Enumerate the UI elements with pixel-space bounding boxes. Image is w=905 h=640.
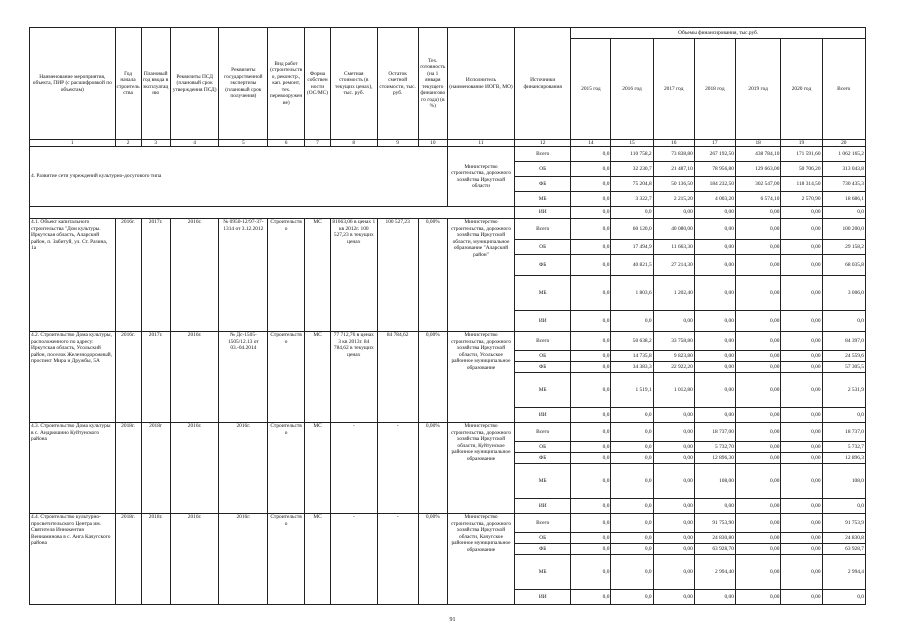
amount-cell: 50 706,20: [781, 162, 822, 177]
funding-source: ИИ: [515, 311, 571, 332]
object-name: 4.3. Строительство Дома культуры в с. Андрюшино Куйтунского района: [30, 423, 116, 514]
estimated-cost: -: [331, 423, 378, 514]
funding-source: МБ: [515, 276, 571, 311]
amount-cell: 0,00: [694, 255, 735, 276]
amount-cell: 3 322,7: [611, 192, 653, 207]
column-header: Наименование мероприятия, объекта, ПИР (с расшифровкой по объектам): [30, 28, 116, 140]
empty-cell: [30, 207, 515, 219]
column-number: 8: [331, 140, 378, 147]
column-number: 3: [141, 140, 170, 147]
amount-cell: 0,00: [781, 499, 822, 514]
amount-cell: 0,0: [571, 147, 611, 162]
amount-cell: 1 803,6: [611, 276, 653, 311]
amount-cell: 0,00: [781, 453, 822, 464]
amount-cell: 11 663,30: [653, 240, 694, 255]
amount-cell: 0,0: [571, 555, 611, 590]
amount-cell: 0,0: [571, 192, 611, 207]
amount-cell: 2 531,9: [822, 373, 865, 408]
plan-year: 2017г.: [141, 219, 170, 332]
funding-source: ИИ: [515, 207, 571, 219]
amount-cell: 0,00: [653, 442, 694, 453]
amount-cell: 18 686,1: [822, 192, 865, 207]
amount-cell: 0,00: [735, 219, 780, 240]
expertise-cell: № 0950-12/97-37-1314 от 3.12.2012: [219, 219, 268, 332]
amount-cell: 5 732,7: [822, 442, 865, 453]
amount-cell: 21 487,10: [653, 162, 694, 177]
amount-cell: 50 136,50: [653, 177, 694, 192]
object-row: [30, 423, 866, 442]
expertise-cell: 2016г.: [219, 423, 268, 514]
amount-cell: 0,0: [822, 408, 865, 423]
column-number: 5: [219, 140, 268, 147]
amount-cell: 34 383,3: [611, 362, 653, 373]
amount-cell: 0,00: [653, 453, 694, 464]
amount-cell: 0,0: [571, 351, 611, 362]
column-header: Форма собственности (ОС/МС): [305, 28, 331, 140]
amount-cell: 12 896,30: [694, 453, 735, 464]
amount-cell: 0,00: [781, 332, 822, 351]
amount-cell: 0,00: [781, 311, 822, 332]
funding-source: ФБ: [515, 362, 571, 373]
amount-cell: 0,00: [694, 362, 735, 373]
amount-cell: 0,0: [611, 464, 653, 499]
amount-cell: 0,0: [571, 453, 611, 464]
amount-cell: 0,00: [735, 311, 780, 332]
amount-cell: 0,00: [735, 362, 780, 373]
amount-cell: 0,00: [735, 464, 780, 499]
plan-year: 2018г.: [141, 514, 170, 605]
amount-cell: 0,00: [653, 555, 694, 590]
amount-cell: 0,0: [611, 423, 653, 442]
amount-cell: 12 896,3: [822, 453, 865, 464]
amount-cell: 0,00: [735, 207, 780, 219]
amount-cell: 0,0: [611, 555, 653, 590]
psd-cell: 2016г.: [170, 423, 219, 514]
object-name: 4.2. Строительство Дома культуры, расположенного по адресу: Иркутская область, Усольский район, поселок Железнодорожный, проспект Мира и Дружбы, 5А: [30, 332, 116, 423]
column-number: 12: [515, 140, 571, 147]
column-number: 9: [377, 140, 418, 147]
column-header: 2015 год: [571, 39, 611, 140]
amount-cell: 91 753,90: [694, 514, 735, 533]
amount-cell: 0,0: [571, 219, 611, 240]
amount-cell: 14 735,8: [611, 351, 653, 362]
column-number: 2: [115, 140, 141, 147]
amount-cell: 0,00: [781, 240, 822, 255]
column-header: Исполнитель (наименование ИОГВ, МО): [447, 28, 514, 140]
amount-cell: 184 232,50: [694, 177, 735, 192]
amount-cell: 0,0: [571, 332, 611, 351]
amount-cell: 0,00: [781, 362, 822, 373]
amount-cell: 0,00: [653, 590, 694, 605]
column-number: 20: [822, 140, 865, 147]
column-number-row: [30, 140, 866, 147]
column-header: Остаток сметной стоимости, тыс. руб.: [377, 28, 418, 140]
amount-cell: 0,00: [735, 408, 780, 423]
amount-cell: 5 732,70: [694, 442, 735, 453]
amount-cell: 0,0: [611, 442, 653, 453]
amount-cell: 730 435,3: [822, 177, 865, 192]
funding-source: Всего: [515, 219, 571, 240]
table-header: [30, 28, 866, 147]
column-header: Реквизиты ПСД (плановый срок утверждения ПСД): [170, 28, 219, 140]
remaining-cost: 100 527,23: [377, 219, 418, 332]
amount-cell: 0,0: [571, 373, 611, 408]
ownership-form: МС: [305, 332, 331, 423]
amount-cell: 0,00: [735, 332, 780, 351]
amount-cell: 40 821,5: [611, 255, 653, 276]
column-number: 19: [781, 140, 822, 147]
amount-cell: 0,00: [781, 544, 822, 555]
funding-source: Всего: [515, 514, 571, 533]
amount-cell: 0,0: [611, 499, 653, 514]
plan-year: 2018г: [141, 423, 170, 514]
expertise-cell: № Дс-1505-1505/12.13 от 03.-04.2014: [219, 332, 268, 423]
amount-cell: 0,00: [653, 499, 694, 514]
financing-group-header: Объемы финансирования, тыс.руб.: [571, 28, 866, 39]
amount-cell: 0,00: [781, 464, 822, 499]
amount-cell: 2 570,90: [781, 192, 822, 207]
column-header: Всего: [822, 39, 865, 140]
column-header: Вид работ (строительство, реконстр., кап. ремонт, тех. перевооружение): [268, 28, 305, 140]
amount-cell: 129 663,00: [735, 162, 780, 177]
amount-cell: 0,00: [735, 590, 780, 605]
amount-cell: 0,00: [735, 276, 780, 311]
work-type: Строительство: [268, 332, 305, 423]
estimated-cost: -: [331, 514, 378, 605]
amount-cell: 0,00: [694, 311, 735, 332]
amount-cell: 0,0: [822, 590, 865, 605]
amount-cell: 0,00: [781, 590, 822, 605]
work-type: Строительство: [268, 514, 305, 605]
amount-cell: 108,00: [694, 464, 735, 499]
funding-source: МБ: [515, 192, 571, 207]
object-row: [30, 332, 866, 351]
column-header: 2020 год: [781, 39, 822, 140]
amount-cell: 0,00: [653, 544, 694, 555]
column-header: 2019 год: [735, 39, 780, 140]
amount-cell: 0,00: [694, 219, 735, 240]
amount-cell: 0,00: [781, 423, 822, 442]
amount-cell: 0,00: [653, 207, 694, 219]
amount-cell: 75 204,8: [611, 177, 653, 192]
amount-cell: 57 305,5: [822, 362, 865, 373]
amount-cell: 0,0: [571, 162, 611, 177]
psd-cell: 2016г.: [170, 332, 219, 423]
funding-source: МБ: [515, 464, 571, 499]
readiness: 0,00%: [418, 514, 447, 605]
amount-cell: 0,00: [653, 464, 694, 499]
amount-cell: 0,0: [822, 311, 865, 332]
amount-cell: 0,00: [653, 423, 694, 442]
funding-source: ФБ: [515, 544, 571, 555]
amount-cell: 0,00: [653, 514, 694, 533]
amount-cell: 0,00: [694, 499, 735, 514]
amount-cell: 4 003,20: [694, 192, 735, 207]
amount-cell: 0,00: [735, 453, 780, 464]
amount-cell: 302 547,00: [735, 177, 780, 192]
funding-source: МБ: [515, 555, 571, 590]
funding-source: ИИ: [515, 408, 571, 423]
expertise-cell: 2016г.: [219, 514, 268, 605]
amount-cell: 40 080,00: [653, 219, 694, 240]
amount-cell: 18 737,00: [694, 423, 735, 442]
executor-cell: Министерство строительства, дорожного хозяйства Иркутской области, Усольское районное муниципальное образование: [447, 332, 514, 423]
amount-cell: 0,00: [694, 276, 735, 311]
amount-cell: 1 519,1: [611, 373, 653, 408]
funding-source: ОБ: [515, 351, 571, 362]
executor-cell: Министерство строительства, дорожного хозяйства Иркутской области, Качугское районное муниципальное образование: [447, 514, 514, 605]
start-year: 2016г.: [115, 332, 141, 423]
remaining-cost: -: [377, 514, 418, 605]
column-number: 6: [268, 140, 305, 147]
column-header: 2018 год: [694, 39, 735, 140]
column-header: Плановый год ввода в эксплуатацию: [141, 28, 170, 140]
amount-cell: 0,00: [694, 240, 735, 255]
amount-cell: 24 559,6: [822, 351, 865, 362]
column-number: 10: [418, 140, 447, 147]
amount-cell: 0,0: [571, 464, 611, 499]
plan-year: 2017г.: [141, 332, 170, 423]
amount-cell: 6 574,10: [735, 192, 780, 207]
work-type: Строительство: [268, 423, 305, 514]
amount-cell: 267 192,50: [694, 147, 735, 162]
amount-cell: 33 758,80: [653, 332, 694, 351]
funding-source: ОБ: [515, 533, 571, 544]
amount-cell: 0,0: [611, 590, 653, 605]
amount-cell: 84 397,0: [822, 332, 865, 351]
financing-table: [29, 27, 866, 605]
funding-source: ОБ: [515, 240, 571, 255]
estimated-cost: 81663,06 в ценах 1 кв 2012г. 100 527,23 в текущих ценах: [331, 219, 378, 332]
amount-cell: 0,00: [781, 276, 822, 311]
column-number: 7: [305, 140, 331, 147]
amount-cell: 18 737,0: [822, 423, 865, 442]
amount-cell: 1 062 165,2: [822, 147, 865, 162]
readiness: 0,00%: [418, 219, 447, 332]
amount-cell: 0,00: [781, 442, 822, 453]
object-name: 4.1. Объект капитального строительства "Дом культуры. Иркутская область, Аларский район, п. Забитуй, ул. Ст. Разина, 1а: [30, 219, 116, 332]
start-year: 2018г.: [115, 423, 141, 514]
amount-cell: 0,0: [611, 453, 653, 464]
funding-source: Всего: [515, 332, 571, 351]
amount-cell: 17 494,9: [611, 240, 653, 255]
executor-cell: Министерство строительства, дорожного хозяйства Иркутской области, муниципальное образование "Аларский район": [447, 219, 514, 332]
amount-cell: 0,00: [735, 240, 780, 255]
amount-cell: 0,0: [571, 408, 611, 423]
amount-cell: 0,0: [571, 423, 611, 442]
amount-cell: 0,0: [822, 207, 865, 219]
amount-cell: 0,00: [781, 351, 822, 362]
amount-cell: 1 012,80: [653, 373, 694, 408]
amount-cell: 0,00: [781, 255, 822, 276]
financing-table-page: [29, 27, 866, 605]
amount-cell: 50 638,2: [611, 332, 653, 351]
ownership-form: МС: [305, 514, 331, 605]
amount-cell: 0,00: [735, 423, 780, 442]
page-number: 91: [449, 617, 456, 623]
funding-source: ИИ: [515, 590, 571, 605]
object-row: [30, 219, 866, 240]
column-header: 2016 год: [611, 39, 653, 140]
section-row: [30, 147, 866, 162]
amount-cell: 91 753,9: [822, 514, 865, 533]
amount-cell: 0,0: [571, 590, 611, 605]
amount-cell: 118 314,50: [781, 177, 822, 192]
column-header: Реквизиты государственной экспертизы (плановый срок получения): [219, 28, 268, 140]
amount-cell: 0,00: [735, 442, 780, 453]
amount-cell: 313 043,8: [822, 162, 865, 177]
amount-cell: 24 830,8: [822, 533, 865, 544]
start-year: 2016г.: [115, 219, 141, 332]
amount-cell: 0,00: [735, 514, 780, 533]
readiness: 0,00%: [418, 332, 447, 423]
amount-cell: 0,00: [653, 408, 694, 423]
funding-source: МБ: [515, 373, 571, 408]
amount-cell: 0,0: [571, 442, 611, 453]
amount-cell: 110 758,2: [611, 147, 653, 162]
amount-cell: 0,00: [735, 544, 780, 555]
amount-cell: 2 994,40: [694, 555, 735, 590]
amount-cell: 0,0: [822, 499, 865, 514]
amount-cell: 0,00: [653, 533, 694, 544]
psd-cell: 2016г.: [170, 514, 219, 605]
amount-cell: 0,0: [571, 255, 611, 276]
amount-cell: 0,00: [781, 207, 822, 219]
section-title: 4. Развитие сети учреждений культурно-досугового типа: [30, 147, 448, 207]
amount-cell: 0,00: [735, 533, 780, 544]
amount-cell: 0,00: [735, 499, 780, 514]
amount-cell: 0,00: [781, 555, 822, 590]
amount-cell: 32 230,7: [611, 162, 653, 177]
amount-cell: 27 214,30: [653, 255, 694, 276]
column-number: 18: [735, 140, 780, 147]
object-row: [30, 514, 866, 533]
funding-source: ФБ: [515, 177, 571, 192]
readiness: 0,00%: [418, 423, 447, 514]
column-number: 17: [694, 140, 735, 147]
amount-cell: 0,0: [611, 408, 653, 423]
funding-source: ОБ: [515, 442, 571, 453]
executor-cell: Министерство строительства, дорожного хозяйства Иркутской области: [447, 147, 514, 207]
amount-cell: 0,0: [571, 499, 611, 514]
amount-cell: 0,00: [735, 555, 780, 590]
amount-cell: 24 830,80: [694, 533, 735, 544]
table-body: [30, 147, 866, 605]
amount-cell: 0,00: [694, 408, 735, 423]
amount-cell: 29 158,2: [822, 240, 865, 255]
amount-cell: 9 823,80: [653, 351, 694, 362]
amount-cell: 0,00: [694, 373, 735, 408]
column-header: Год начала строительства: [115, 28, 141, 140]
column-header: Тех. готовность (на 1 января текущего финансового года) (в %): [418, 28, 447, 140]
amount-cell: 0,00: [781, 514, 822, 533]
amount-cell: 2 994,4: [822, 555, 865, 590]
amount-cell: 0,0: [571, 177, 611, 192]
ownership-form: МС: [305, 219, 331, 332]
amount-cell: 63 928,70: [694, 544, 735, 555]
amount-cell: 0,0: [571, 311, 611, 332]
amount-cell: 0,00: [781, 219, 822, 240]
column-header: 2017 год: [653, 39, 694, 140]
column-number: 14: [571, 140, 611, 147]
amount-cell: 0,0: [611, 514, 653, 533]
amount-cell: 171 591,60: [781, 147, 822, 162]
executor-cell: Министерство строительства, дорожного хозяйства Иркутской области, Куйтунское районное муниципальное образование: [447, 423, 514, 514]
funding-source: Всего: [515, 423, 571, 442]
amount-cell: 438 784,10: [735, 147, 780, 162]
funding-source: Всего: [515, 147, 571, 162]
column-number: 16: [653, 140, 694, 147]
amount-cell: 0,0: [571, 533, 611, 544]
amount-cell: 0,00: [735, 373, 780, 408]
amount-cell: 0,00: [694, 332, 735, 351]
amount-cell: 0,0: [611, 311, 653, 332]
psd-cell: 2016г.: [170, 219, 219, 332]
estimated-cost: 77 712,76 в ценах 3 кв 2013г. 84 784,62 в текущих ценах: [331, 332, 378, 423]
amount-cell: 0,0: [571, 240, 611, 255]
amount-cell: 0,00: [781, 408, 822, 423]
amount-cell: 0,0: [571, 362, 611, 373]
column-header: Источники финансирования: [515, 28, 571, 140]
amount-cell: 0,0: [571, 544, 611, 555]
column-number: 11: [447, 140, 514, 147]
funding-source: ФБ: [515, 255, 571, 276]
amount-cell: 0,0: [611, 544, 653, 555]
amount-cell: 108,0: [822, 464, 865, 499]
amount-cell: 3 006,0: [822, 276, 865, 311]
start-year: 2018г.: [115, 514, 141, 605]
amount-cell: 0,0: [611, 207, 653, 219]
funding-source: ИИ: [515, 499, 571, 514]
amount-cell: 0,00: [781, 373, 822, 408]
amount-cell: 2 215,20: [653, 192, 694, 207]
amount-cell: 100 200,0: [822, 219, 865, 240]
amount-cell: 1 202,40: [653, 276, 694, 311]
column-number: 1: [30, 140, 116, 147]
section-row: [30, 207, 866, 219]
object-name: 4.4. Строительство культурно-просветительского Центра им. Святителя Иннокентия Вениаминова в с. Анга Качугского района: [30, 514, 116, 605]
funding-source: ОБ: [515, 162, 571, 177]
header-row: [30, 28, 866, 39]
funding-source: ФБ: [515, 453, 571, 464]
work-type: Строительство: [268, 219, 305, 332]
amount-cell: 22 922,20: [653, 362, 694, 373]
amount-cell: 78 956,80: [694, 162, 735, 177]
amount-cell: 0,00: [781, 533, 822, 544]
amount-cell: 0,0: [571, 207, 611, 219]
amount-cell: 0,00: [694, 351, 735, 362]
ownership-form: МС: [305, 423, 331, 514]
amount-cell: 0,0: [611, 533, 653, 544]
amount-cell: 60 120,0: [611, 219, 653, 240]
column-number: 4: [170, 140, 219, 147]
amount-cell: 63 928,7: [822, 544, 865, 555]
amount-cell: 0,00: [653, 311, 694, 332]
remaining-cost: 84 784,62: [377, 332, 418, 423]
amount-cell: 0,00: [694, 207, 735, 219]
amount-cell: 0,0: [571, 514, 611, 533]
amount-cell: 0,00: [735, 351, 780, 362]
amount-cell: 0,00: [694, 590, 735, 605]
amount-cell: 73 838,80: [653, 147, 694, 162]
amount-cell: 68 035,8: [822, 255, 865, 276]
amount-cell: 0,0: [571, 276, 611, 311]
amount-cell: 0,00: [735, 255, 780, 276]
column-header: Сметная стоимость (в текущих ценах), тыс. руб.: [331, 28, 378, 140]
column-number: 15: [611, 140, 653, 147]
remaining-cost: -: [377, 423, 418, 514]
